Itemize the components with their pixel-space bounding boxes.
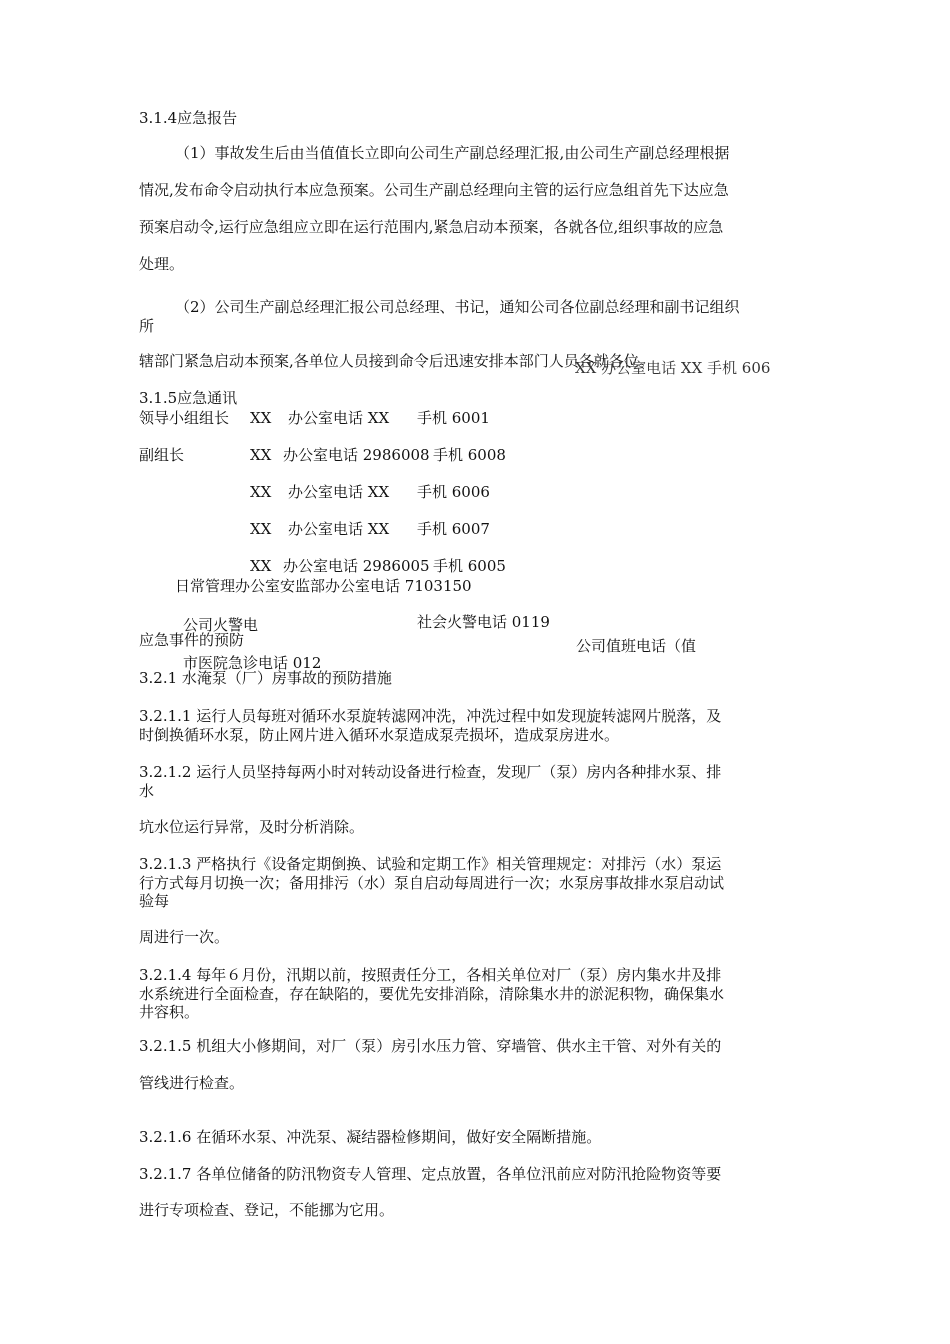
item-4-line-3: 井容积。 [139, 1003, 200, 1021]
contact-2-mobile: 手机 6008 [433, 446, 506, 464]
contact-2-office: 办公室电话 2986008 [283, 446, 430, 464]
para-1-line-4: 处理。 [139, 255, 185, 273]
item-2-line-3: 坑水位运行异常，及时分析消除。 [139, 818, 365, 836]
para-2-line-2: 所 [139, 317, 155, 335]
item-5-line-1: 3.2.1.5 机组大小修期间，对厂（泵）房引水压力管、穿墙管、供水主干管、对外有关的 [139, 1037, 722, 1055]
item-7-line-2: 进行专项检查、登记，不能挪为它用。 [139, 1201, 395, 1219]
contact-5-mobile: 手机 6005 [433, 557, 506, 575]
item-3-line-2: 行方式每月切换一次；备用排污（水）泵自启动每周进行一次；水泵房事故排水泵启动试 [139, 874, 725, 892]
section-3-2-heading: 应急事件的预防 [139, 631, 245, 649]
contact-3-name: XX [250, 483, 272, 501]
item-6-line-1: 3.2.1.6 在循环水泵、冲洗泵、凝结器检修期间，做好安全隔断措施。 [139, 1128, 602, 1146]
para-1-line-1: （1）事故发生后由当值值长立即向公司生产副总经理汇报,由公司生产副总经理根据 [175, 144, 730, 162]
section-3-1-4-title: 3.1.4应急报告 [139, 109, 238, 127]
item-3-line-1: 3.2.1.3 严格执行《设备定期倒换、试验和定期工作》相关管理规定：对排污（水）泵运 [139, 855, 722, 873]
item-5-line-2: 管线进行检查。 [139, 1074, 245, 1092]
item-7-line-1: 3.2.1.7 各单位储备的防汛物资专人管理、定点放置，各单位汛前应对防汛抢险物资等要 [139, 1165, 722, 1183]
leader-label: 领导小组组长 [139, 409, 230, 427]
contact-4-name: XX [250, 520, 272, 538]
item-3-line-3: 验每 [139, 892, 170, 910]
contact-2-name: XX [250, 446, 272, 464]
para-1-line-2: 情况,发布命令启动执行本应急预案。公司生产副总经理向主管的运行应急组首先下达应急 [139, 181, 729, 199]
contact-5-office: 办公室电话 2986005 [283, 557, 430, 575]
social-fire-phone: 社会火警电话 0119 [417, 613, 550, 631]
section-3-2-1-title: 3.2.1 水淹泵（厂）房事故的预防措施 [139, 669, 392, 687]
contact-4-office: 办公室电话 XX [288, 520, 390, 538]
contact-4-mobile: 手机 6007 [417, 520, 490, 538]
para-1-line-3: 预案启动令,运行应急组应立即在运行范围内,紧急启动本预案，各就各位,组织事故的应急 [139, 218, 724, 236]
contact-1-mobile: 手机 6001 [417, 409, 490, 427]
section-3-1-5-title: 3.1.5应急通讯 [139, 389, 238, 407]
item-1-line-1: 3.2.1.1 运行人员每班对循环水泵旋转滤网冲洗，冲洗过程中如发现旋转滤网片脱落，及 [139, 707, 722, 725]
para-2-line-1: （2）公司生产副总经理汇报公司总经理、书记，通知公司各位副总经理和副书记组织 [175, 298, 740, 316]
deputy-label: 副组长 [139, 446, 185, 464]
item-2-line-1: 3.2.1.2 运行人员坚持每两小时对转动设备进行检查，发现厂（泵）房内各种排水泵、排 [139, 763, 722, 781]
item-1-line-2: 时倒换循环水泵，防止网片进入循环水泵造成泵壳损坏，造成泵房进水。 [139, 726, 620, 744]
duty-phone: 公司值班电话（值 [576, 637, 697, 655]
hospital-phone: 市医院急诊电话 012 [183, 654, 322, 672]
daily-office-phone: 日常管理办公室安监部办公室电话 7103150 [175, 577, 472, 595]
contact-1-office: 办公室电话 XX [288, 409, 390, 427]
item-3-line-4: 周进行一次。 [139, 928, 230, 946]
para-2-line-3: 辖部门紧急启动本预案,各单位人员接到命令后迅速安排本部门人员各就各位。 [139, 352, 654, 370]
item-4-line-2: 水系统进行全面检查，存在缺陷的，要优先安排消除，清除集水井的淤泥积物，确保集水 [139, 985, 725, 1003]
contact-5-name: XX [250, 557, 272, 575]
contact-1-name: XX [250, 409, 272, 427]
overlap-fragment: XX 办公室电话 XX 手机 606 [575, 359, 771, 377]
item-4-line-1: 3.2.1.4 每年６月份，汛期以前，按照责任分工，各相关单位对厂（泵）房内集水井及排 [139, 966, 722, 984]
item-2-line-2: 水 [139, 782, 155, 800]
contact-3-office: 办公室电话 XX [288, 483, 390, 501]
company-fire-phone: 公司火警电 [183, 616, 259, 634]
contact-3-mobile: 手机 6006 [417, 483, 490, 501]
